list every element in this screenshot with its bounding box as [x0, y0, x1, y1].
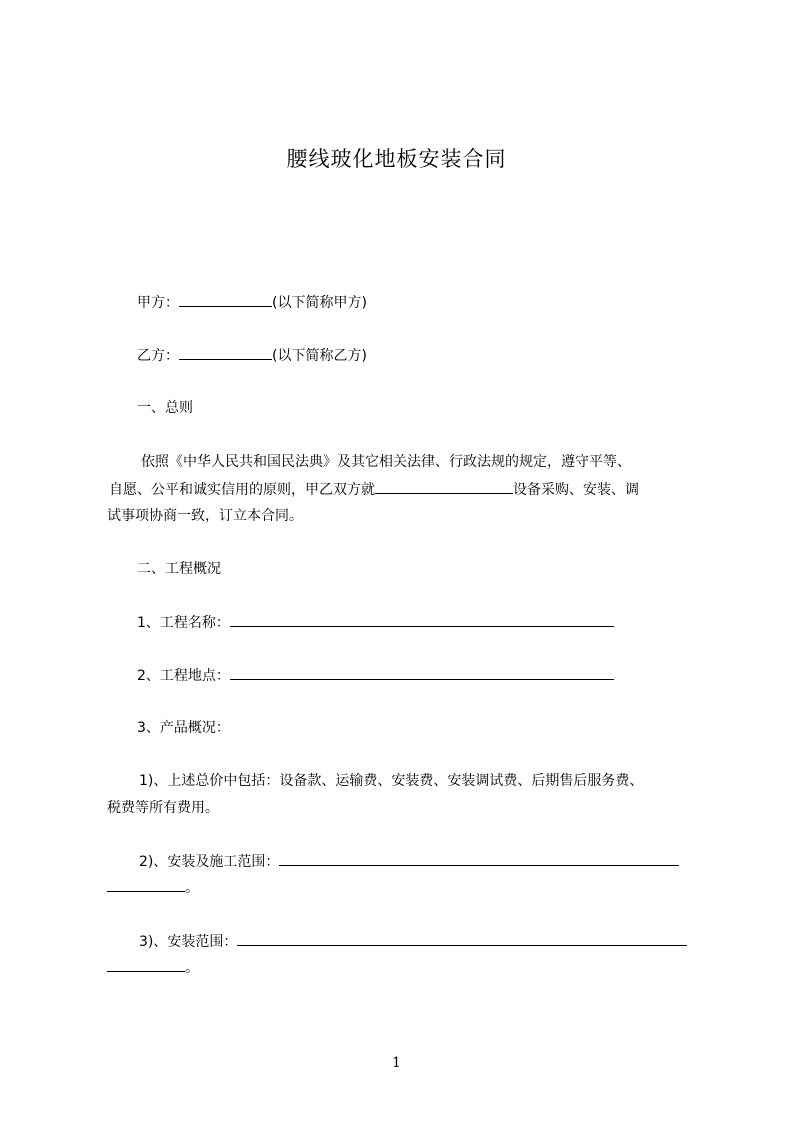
sub3-period: 。: [185, 960, 199, 976]
sub2-line2: [107, 877, 199, 898]
section1-para-line2-post: 设备采购、安装、调: [513, 482, 639, 498]
section1-para-line1: 依照《中华人民共和国民法典》及其它相关法律、行政法规的规定，遵守平等、: [141, 454, 631, 470]
project-location-label: 2、工程地点：: [137, 668, 230, 684]
project-name-blank: [230, 612, 614, 627]
project-location-blank: [230, 665, 614, 680]
project-name-label: 1、工程名称：: [137, 615, 230, 631]
project-location-line: [137, 665, 614, 686]
sub3-line1: [139, 931, 687, 952]
page-number: 1: [392, 1055, 401, 1071]
party-b-blank: [179, 345, 272, 360]
section1-para-line2-pre: 自愿、公平和诚实信用的原则，甲乙双方就: [109, 482, 375, 498]
sub1-line2: 税费等所有费用。: [107, 800, 219, 816]
sub3-blank: [237, 931, 687, 946]
sub3-line2: [107, 957, 199, 978]
section2-heading: 二、工程概况: [137, 561, 221, 577]
party-a-suffix: (以下简称甲方): [272, 295, 367, 311]
sub1-line1: 1)、上述总价中包括：设备款、运输费、安装费、安装调试费、后期售后服务费、: [139, 773, 644, 789]
sub2-label: 2)、安装及施工范围：: [139, 854, 280, 870]
document-title: 腰线玻化地板安装合同: [286, 147, 507, 171]
section1-para-line2: [109, 479, 639, 500]
sub2-blank-cont: [107, 877, 185, 892]
party-a-label: 甲方：: [137, 295, 179, 311]
party-b-label: 乙方：: [137, 348, 179, 364]
party-a-line: [137, 292, 367, 313]
party-b-suffix: (以下简称乙方): [272, 348, 367, 364]
section1-heading: 一、总则: [137, 400, 193, 416]
party-b-line: [137, 345, 367, 366]
sub2-line1: [139, 851, 679, 872]
section1-para-line3: 试事项协商一致，订立本合同。: [107, 508, 303, 524]
sub3-blank-cont: [107, 957, 185, 972]
sub2-blank: [279, 851, 679, 866]
party-a-blank: [179, 292, 272, 307]
project-name-line: [137, 612, 614, 633]
product-overview-label: 3、产品概况：: [137, 720, 230, 736]
project-blank: [375, 479, 513, 494]
sub2-period: 。: [185, 880, 199, 896]
sub3-label: 3)、安装范围：: [139, 934, 238, 950]
